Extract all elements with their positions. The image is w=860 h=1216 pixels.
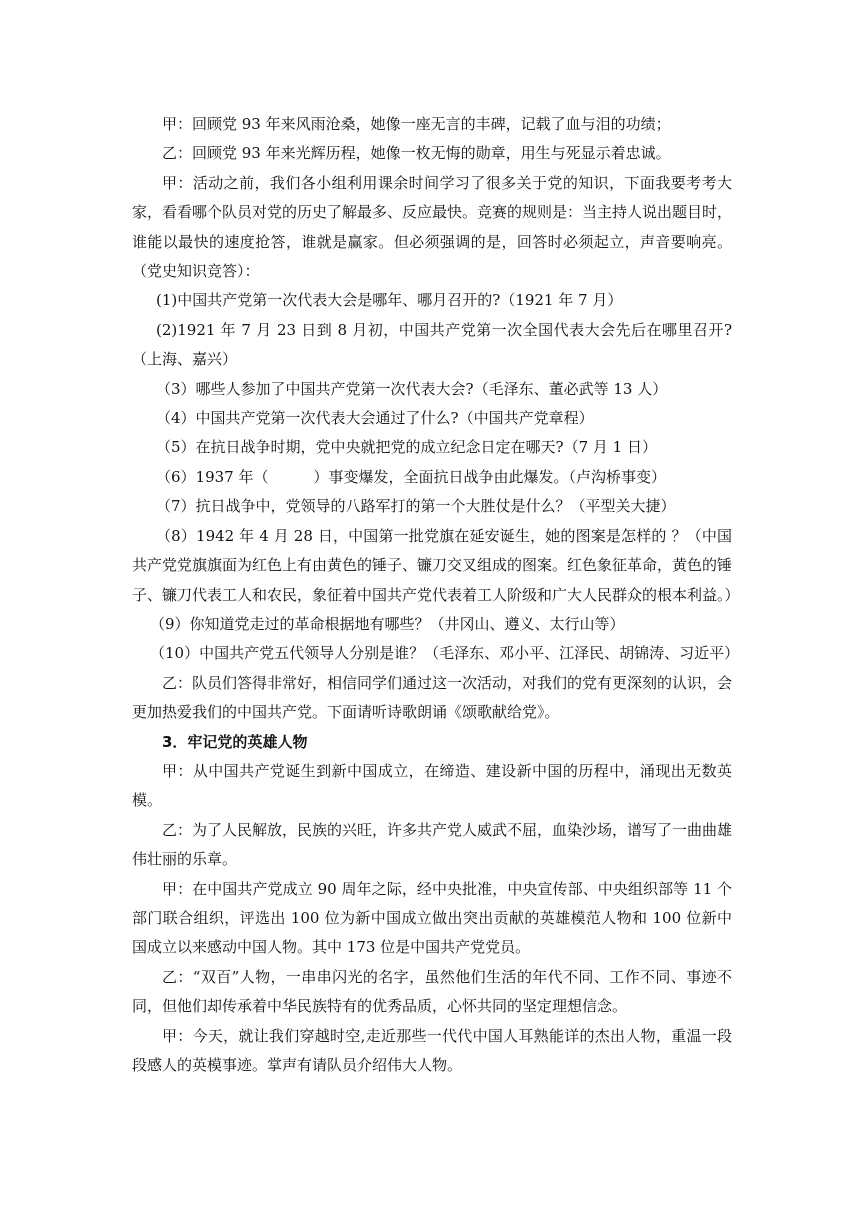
paragraph-jia-4: 甲：在中国共产党成立 90 周年之际，经中央批准，中央宣传部、中央组织部等 11 个部门联合组织，评选出 100 位为新中国成立做出突出贡献的英雄模范人物和 100 位新中国成立以来感动中国人物。其中 173 位是中国共产党党员。 — [132, 879, 732, 957]
document-body — [132, 110, 740, 1080]
quiz-question-9: （9）你知道党走过的革命根据地有哪些？（井冈山、遵义、太行山等） — [150, 614, 625, 633]
paragraph-jia-1: 甲：回顾党 93 年来风雨沧桑，她像一座无言的丰碑，记载了血与泪的功绩； — [162, 115, 671, 133]
paragraph-jia-5: 甲：今天，就让我们穿越时空,走近那些一代代中国人耳熟能详的杰出人物，重温一段段感人的英模事迹。掌声有请队员介绍伟大人物。 — [132, 1026, 732, 1074]
quiz-question-1: (1)中国共产党第一次代表大会是哪年、哪月召开的?（1921 年 7 月） — [156, 291, 623, 310]
paragraph-yi-3: 乙：为了人民解放，民族的兴旺，许多共产党人威武不屈，血染沙场，谱写了一曲曲雄伟壮丽的乐章。 — [132, 820, 733, 869]
quiz-question-10: （10）中国共产党五代领导人分别是谁？（毛泽东、邓小平、江泽民、胡锦涛、习近平） — [150, 644, 740, 663]
quiz-question-6: （6）1937 年（ ）事变爆发，全面抗日战争由此爆发。（卢沟桥事变） — [156, 467, 666, 486]
paragraph-yi-4: 乙：“双百”人物，一串串闪光的名字，虽然他们生活的年代不同、工作不同、事迹不同，但他们却传承着中华民族特有的优秀品质，心怀共同的坚定理想信念。 — [132, 967, 732, 1016]
quiz-question-3: （3）哪些人参加了中国共产党第一次代表大会?（毛泽东、董必武等 13 人） — [156, 379, 668, 398]
paragraph-yi-2: 乙：队员们答得非常好，相信同学们通过这一次活动，对我们的党有更深刻的认识，会更加热爱我们的中国共产党。下面请听诗歌朗诵《颂歌献给党》。 — [132, 673, 733, 722]
paragraph-quiz-intro: 甲：活动之前，我们各小组利用课余时间学习了很多关于党的知识，下面我要考考大家，看看哪个队员对党的历史了解最多、反应最快。竞赛的规则是：当主持人说出题目时，谁能以最快的速度抢答，谁就是赢家。但必须强调的是，回答时必须起立，声音要响亮。（党史知识竞答）： — [132, 173, 733, 281]
quiz-question-4: （4）中国共产党第一次代表大会通过了什么?（中国共产党章程） — [156, 409, 594, 428]
quiz-question-5: （5）在抗日战争时期，党中央就把党的成立纪念日定在哪天?（7 月 1 日） — [156, 438, 657, 457]
quiz-question-8: （8）1942 年 4 月 28 日，中国第一批党旗在延安诞生，她的图案是怎样的 ？（中国共产党党旗旗面为红色上有由黄色的锤子、镰刀交叉组成的图案。红色象征革命，黄色的锤子、镰刀代表工人和农民，象征着中国共产党代表着工人阶级和广大人民群众的根本利益。） — [132, 526, 740, 604]
paragraph-jia-3: 甲：从中国共产党诞生到新中国成立，在缔造、建设新中国的历程中，涌现出无数英模。 — [132, 761, 732, 810]
section-heading-3: 3．牢记党的英雄人物 — [162, 732, 308, 751]
quiz-question-7: （7）抗日战争中，党领导的八路军打的第一个大胜仗是什么？（平型关大捷） — [156, 497, 676, 516]
quiz-question-2: (2)1921 年 7 月 23 日到 8 月初，中国共产党第一次全国代表大会先后在哪里召开?（上海、嘉兴） — [132, 320, 732, 369]
paragraph-yi-1: 乙：回顾党 93 年来光辉历程，她像一枚无悔的勋章，用生与死显示着忠诚。 — [162, 144, 671, 163]
